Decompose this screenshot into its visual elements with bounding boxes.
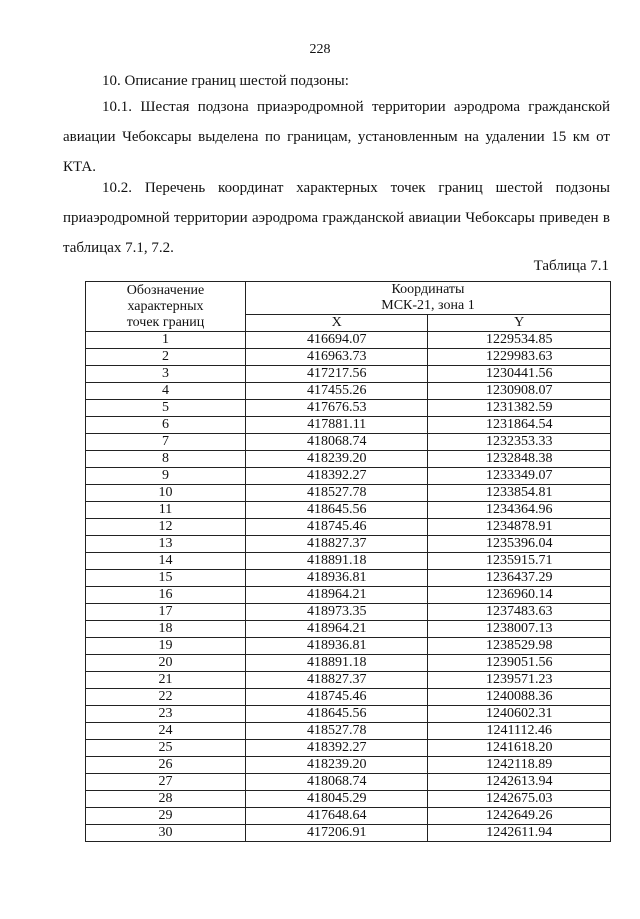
point-number-cell: 29	[86, 808, 246, 825]
table-row	[86, 553, 611, 570]
point-number-cell: 30	[86, 825, 246, 842]
paragraph-10-2: 10.2. Перечень координат характерных точек границ шестой подзоны приаэродромной территории аэродрома гражданской авиации Чебоксары приведен в таблицах 7.1, 7.2.	[63, 180, 610, 256]
table-row	[86, 638, 611, 655]
point-number-cell: 10	[86, 485, 246, 502]
y-coordinate-cell: 1242675.03	[428, 791, 611, 808]
point-number-cell: 6	[86, 417, 246, 434]
table-body	[86, 332, 611, 842]
table-row	[86, 332, 611, 349]
y-coordinate-cell: 1234364.96	[428, 502, 611, 519]
x-coordinate-cell: 418964.21	[245, 587, 427, 604]
x-coordinate-cell: 418392.27	[245, 468, 427, 485]
x-coordinate-cell: 418527.78	[245, 723, 427, 740]
y-coordinate-cell: 1235396.04	[428, 536, 611, 553]
point-number-cell: 7	[86, 434, 246, 451]
y-coordinate-cell: 1232353.33	[428, 434, 611, 451]
point-number-cell: 23	[86, 706, 246, 723]
y-coordinate-cell: 1242649.26	[428, 808, 611, 825]
table-row	[86, 791, 611, 808]
table-row	[86, 587, 611, 604]
x-coordinate-cell: 417455.26	[245, 383, 427, 400]
y-coordinate-cell: 1240602.31	[428, 706, 611, 723]
table-row	[86, 468, 611, 485]
y-coordinate-cell: 1237483.63	[428, 604, 611, 621]
table-row	[86, 366, 611, 383]
header-x: X	[245, 315, 427, 332]
table-row	[86, 485, 611, 502]
x-coordinate-cell: 418068.74	[245, 434, 427, 451]
table-row	[86, 519, 611, 536]
x-coordinate-cell: 418827.37	[245, 672, 427, 689]
y-coordinate-cell: 1234878.91	[428, 519, 611, 536]
point-number-cell: 16	[86, 587, 246, 604]
x-coordinate-cell: 418239.20	[245, 451, 427, 468]
header-designation-line: характерных	[127, 298, 204, 314]
point-number-cell: 22	[86, 689, 246, 706]
x-coordinate-cell: 418745.46	[245, 519, 427, 536]
y-coordinate-cell: 1242611.94	[428, 825, 611, 842]
point-number-cell: 28	[86, 791, 246, 808]
point-number-cell: 1	[86, 332, 246, 349]
paragraph-10-1: 10.1. Шестая подзона приаэродромной территории аэродрома гражданской авиации Чебоксары выделена по границам, установленным на удалении 15 км от КТА.	[63, 99, 610, 175]
table-row	[86, 808, 611, 825]
table-row	[86, 604, 611, 621]
y-coordinate-cell: 1239571.23	[428, 672, 611, 689]
section-heading: 10. Описание границ шестой подзоны:	[102, 73, 349, 89]
y-coordinate-cell: 1235915.71	[428, 553, 611, 570]
x-coordinate-cell: 418936.81	[245, 638, 427, 655]
header-coordinates-line: Координаты	[391, 282, 465, 297]
x-coordinate-cell: 418745.46	[245, 689, 427, 706]
table-row	[86, 570, 611, 587]
point-number-cell: 11	[86, 502, 246, 519]
y-coordinate-cell: 1229983.63	[428, 349, 611, 366]
x-coordinate-cell: 418936.81	[245, 570, 427, 587]
point-number-cell: 21	[86, 672, 246, 689]
point-number-cell: 13	[86, 536, 246, 553]
x-coordinate-cell: 416963.73	[245, 349, 427, 366]
table-row	[86, 689, 611, 706]
table-row	[86, 774, 611, 791]
page-number: 228	[309, 42, 331, 57]
table-row	[86, 536, 611, 553]
table-row	[86, 740, 611, 757]
table-row	[86, 434, 611, 451]
point-number-cell: 5	[86, 400, 246, 417]
point-number-cell: 17	[86, 604, 246, 621]
y-coordinate-cell: 1240088.36	[428, 689, 611, 706]
coordinates-table	[85, 281, 611, 842]
y-coordinate-cell: 1238529.98	[428, 638, 611, 655]
x-coordinate-cell: 418964.21	[245, 621, 427, 638]
header-designation	[86, 282, 246, 332]
x-coordinate-cell: 418527.78	[245, 485, 427, 502]
table-row	[86, 349, 611, 366]
x-coordinate-cell: 418891.18	[245, 655, 427, 672]
header-designation-line: точек границ	[126, 314, 205, 330]
x-coordinate-cell: 417648.64	[245, 808, 427, 825]
x-coordinate-cell: 418973.35	[245, 604, 427, 621]
y-coordinate-cell: 1231864.54	[428, 417, 611, 434]
point-number-cell: 8	[86, 451, 246, 468]
y-coordinate-cell: 1236437.29	[428, 570, 611, 587]
table-row	[86, 621, 611, 638]
y-coordinate-cell: 1230908.07	[428, 383, 611, 400]
y-coordinate-cell: 1242613.94	[428, 774, 611, 791]
point-number-cell: 24	[86, 723, 246, 740]
point-number-cell: 26	[86, 757, 246, 774]
point-number-cell: 25	[86, 740, 246, 757]
table-row	[86, 502, 611, 519]
point-number-cell: 18	[86, 621, 246, 638]
y-coordinate-cell: 1229534.85	[428, 332, 611, 349]
y-coordinate-cell: 1231382.59	[428, 400, 611, 417]
x-coordinate-cell: 417881.11	[245, 417, 427, 434]
table-row	[86, 655, 611, 672]
point-number-cell: 3	[86, 366, 246, 383]
table-row	[86, 383, 611, 400]
table-row	[86, 672, 611, 689]
point-number-cell: 4	[86, 383, 246, 400]
header-coordinates	[245, 282, 610, 315]
y-coordinate-cell: 1230441.56	[428, 366, 611, 383]
point-number-cell: 19	[86, 638, 246, 655]
table-row	[86, 757, 611, 774]
y-coordinate-cell: 1241112.46	[428, 723, 611, 740]
x-coordinate-cell: 418827.37	[245, 536, 427, 553]
x-coordinate-cell: 418392.27	[245, 740, 427, 757]
y-coordinate-cell: 1233854.81	[428, 485, 611, 502]
x-coordinate-cell: 418068.74	[245, 774, 427, 791]
header-y: Y	[428, 315, 611, 332]
point-number-cell: 15	[86, 570, 246, 587]
x-coordinate-cell: 417217.56	[245, 366, 427, 383]
point-number-cell: 14	[86, 553, 246, 570]
table-caption: Таблица 7.1	[533, 258, 609, 274]
x-coordinate-cell: 416694.07	[245, 332, 427, 349]
x-coordinate-cell: 418239.20	[245, 757, 427, 774]
table-row	[86, 825, 611, 842]
x-coordinate-cell: 418645.56	[245, 706, 427, 723]
x-coordinate-cell: 417206.91	[245, 825, 427, 842]
table-row	[86, 723, 611, 740]
point-number-cell: 27	[86, 774, 246, 791]
y-coordinate-cell: 1238007.13	[428, 621, 611, 638]
y-coordinate-cell: 1242118.89	[428, 757, 611, 774]
x-coordinate-cell: 418645.56	[245, 502, 427, 519]
x-coordinate-cell: 418891.18	[245, 553, 427, 570]
point-number-cell: 2	[86, 349, 246, 366]
header-designation-line: Обозначение	[126, 282, 205, 298]
table-row	[86, 451, 611, 468]
y-coordinate-cell: 1236960.14	[428, 587, 611, 604]
point-number-cell: 9	[86, 468, 246, 485]
x-coordinate-cell: 417676.53	[245, 400, 427, 417]
point-number-cell: 12	[86, 519, 246, 536]
y-coordinate-cell: 1239051.56	[428, 655, 611, 672]
table-row	[86, 706, 611, 723]
y-coordinate-cell: 1241618.20	[428, 740, 611, 757]
y-coordinate-cell: 1233349.07	[428, 468, 611, 485]
x-coordinate-cell: 418045.29	[245, 791, 427, 808]
table-row	[86, 400, 611, 417]
table-row	[86, 417, 611, 434]
header-coordinates-line: МСК-21, зона 1	[381, 298, 475, 313]
point-number-cell: 20	[86, 655, 246, 672]
y-coordinate-cell: 1232848.38	[428, 451, 611, 468]
